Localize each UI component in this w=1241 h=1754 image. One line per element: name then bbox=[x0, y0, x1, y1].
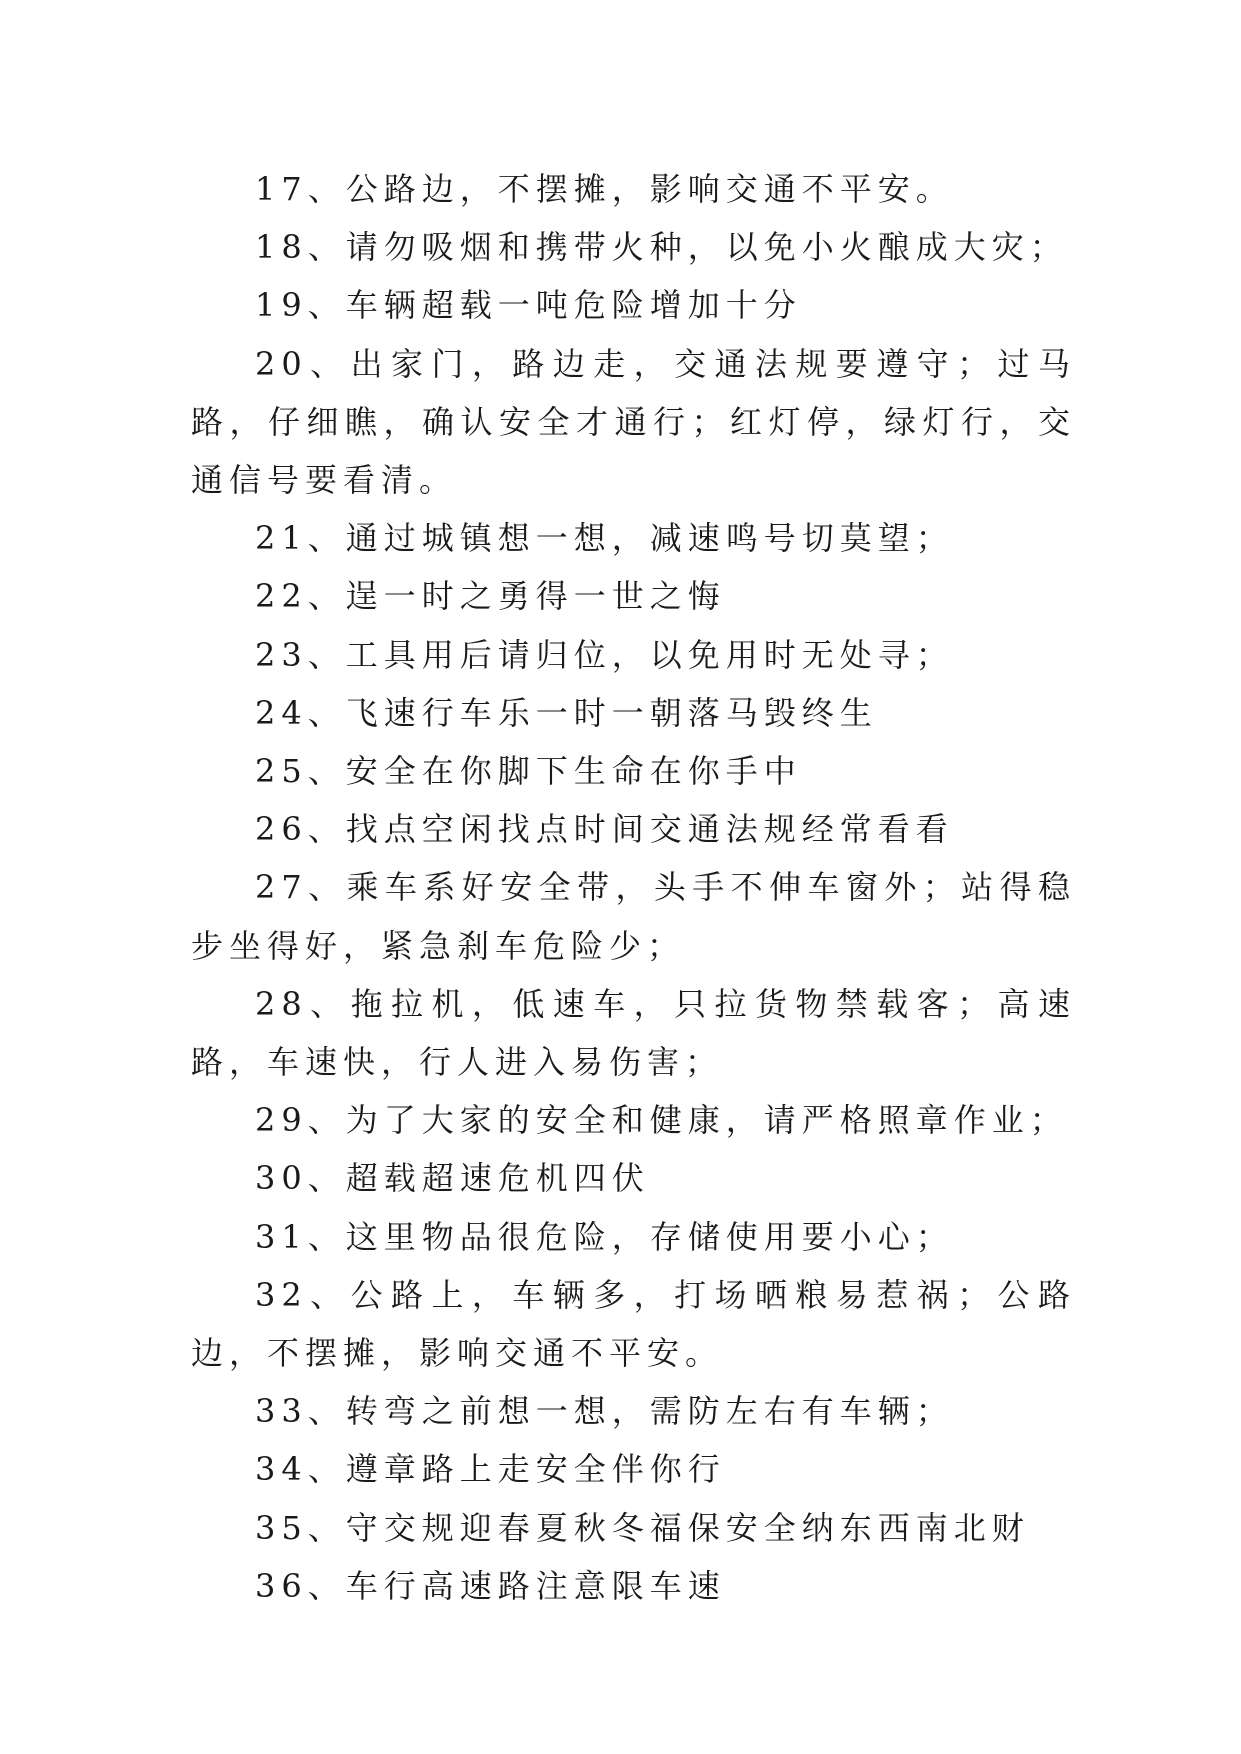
list-item: 23、工具用后请归位，以免用时无处寻； bbox=[255, 635, 954, 674]
list-item: 27、乘车系好安全带，头手不伸车窗外；站得稳步坐得好，紧急刹车危险少； bbox=[191, 868, 1076, 965]
list-item: 35、守交规迎春夏秋冬福保安全纳东西南北财 bbox=[255, 1508, 1030, 1547]
list-item: 29、为了大家的安全和健康，请严格照章作业； bbox=[255, 1101, 1068, 1140]
list-item: 32、公路上，车辆多，打场晒粮易惹祸；公路边，不摆摊，影响交通不平安。 bbox=[191, 1275, 1076, 1373]
list-item: 22、逞一时之勇得一世之悔 bbox=[255, 577, 726, 616]
list-item: 18、请勿吸烟和携带火种，以免小火酿成大灾； bbox=[255, 228, 1068, 267]
list-item: 28、拖拉机，低速车，只拉货物禁载客；高速路，车速快，行人进入易伤害； bbox=[191, 984, 1076, 1082]
list-item: 20、出家门，路边走，交通法规要遵守；过马路，仔细瞧，确认安全才通行；红灯停，绿灯行，交通信号要看清。 bbox=[191, 344, 1076, 500]
list-item: 24、飞速行车乐一时一朝落马毁终生 bbox=[255, 693, 878, 732]
document-body bbox=[191, 160, 1076, 1615]
list-item: 33、转弯之前想一想，需防左右有车辆； bbox=[255, 1392, 954, 1431]
list-item: 30、超载超速危机四伏 bbox=[255, 1159, 650, 1198]
list-item: 31、这里物品很危险，存储使用要小心； bbox=[255, 1217, 954, 1256]
list-item: 21、通过城镇想一想，减速鸣号切莫望； bbox=[255, 519, 954, 558]
list-item: 34、遵章路上走安全伴你行 bbox=[255, 1450, 726, 1489]
list-item: 17、公路边，不摆摊，影响交通不平安。 bbox=[255, 170, 954, 208]
list-item: 19、车辆超载一吨危险增加十分 bbox=[255, 286, 802, 325]
list-item: 25、安全在你脚下生命在你手中 bbox=[255, 752, 802, 791]
list-item: 36、车行高速路注意限车速 bbox=[255, 1566, 726, 1605]
list-item: 26、找点空闲找点时间交通法规经常看看 bbox=[255, 810, 954, 849]
